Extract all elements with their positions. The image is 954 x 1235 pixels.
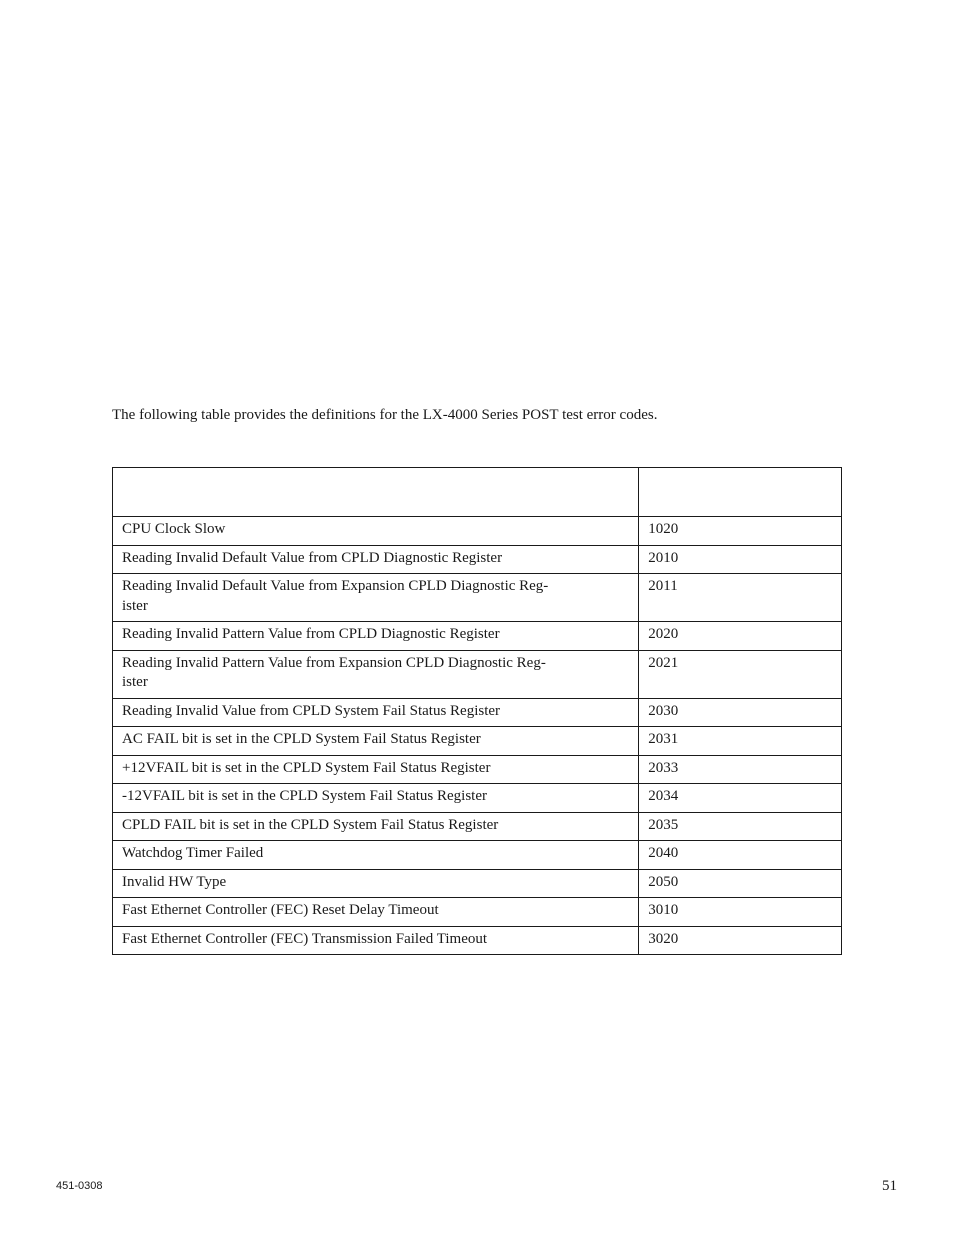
error-description: Reading Invalid Value from CPLD System Fail Status Register: [113, 698, 639, 727]
table-row: [113, 517, 842, 546]
error-code: 2021: [639, 650, 842, 698]
table-row: [113, 926, 842, 955]
error-description: AC FAIL bit is set in the CPLD System Fail Status Register: [113, 727, 639, 756]
error-description: Fast Ethernet Controller (FEC) Transmission Failed Timeout: [113, 926, 639, 955]
error-description: Fast Ethernet Controller (FEC) Reset Delay Timeout: [113, 898, 639, 927]
table-row: [113, 841, 842, 870]
document-number: 451-0308: [56, 1180, 103, 1192]
error-code: 1020: [639, 517, 842, 546]
error-codes-table: [112, 467, 842, 955]
error-description: Reading Invalid Default Value from CPLD Diagnostic Register: [113, 545, 639, 574]
error-code: 2020: [639, 622, 842, 651]
table-row: [113, 898, 842, 927]
error-code: 2033: [639, 755, 842, 784]
error-code: 3010: [639, 898, 842, 927]
table-row: [113, 727, 842, 756]
error-code: 2011: [639, 574, 842, 622]
error-description: -12VFAIL bit is set in the CPLD System Fail Status Register: [113, 784, 639, 813]
table-row: [113, 869, 842, 898]
intro-paragraph: The following table provides the definitions for the LX-4000 Series POST test error codes.: [112, 407, 658, 423]
error-description: CPLD FAIL bit is set in the CPLD System Fail Status Register: [113, 812, 639, 841]
error-description: Invalid HW Type: [113, 869, 639, 898]
error-code: 2031: [639, 727, 842, 756]
table-row: [113, 545, 842, 574]
page-number: 51: [882, 1178, 897, 1194]
table-row: [113, 650, 842, 698]
error-code: 2034: [639, 784, 842, 813]
table-row: [113, 698, 842, 727]
error-code: 2035: [639, 812, 842, 841]
error-description: Reading Invalid Pattern Value from CPLD Diagnostic Register: [113, 622, 639, 651]
header-code: [639, 468, 842, 517]
error-description: CPU Clock Slow: [113, 517, 639, 546]
header-description: [113, 468, 639, 517]
table-row: [113, 812, 842, 841]
error-code: 2040: [639, 841, 842, 870]
table-row: [113, 784, 842, 813]
error-description: Reading Invalid Pattern Value from Expansion CPLD Diagnostic Reg- ister: [113, 650, 639, 698]
table-row: [113, 622, 842, 651]
error-description: Reading Invalid Default Value from Expansion CPLD Diagnostic Reg- ister: [113, 574, 639, 622]
table-header-row: [113, 468, 842, 517]
table-row: [113, 755, 842, 784]
error-code: 3020: [639, 926, 842, 955]
error-code: 2010: [639, 545, 842, 574]
error-description: Watchdog Timer Failed: [113, 841, 639, 870]
error-description: +12VFAIL bit is set in the CPLD System Fail Status Register: [113, 755, 639, 784]
error-code: 2030: [639, 698, 842, 727]
table-row: [113, 574, 842, 622]
error-code: 2050: [639, 869, 842, 898]
